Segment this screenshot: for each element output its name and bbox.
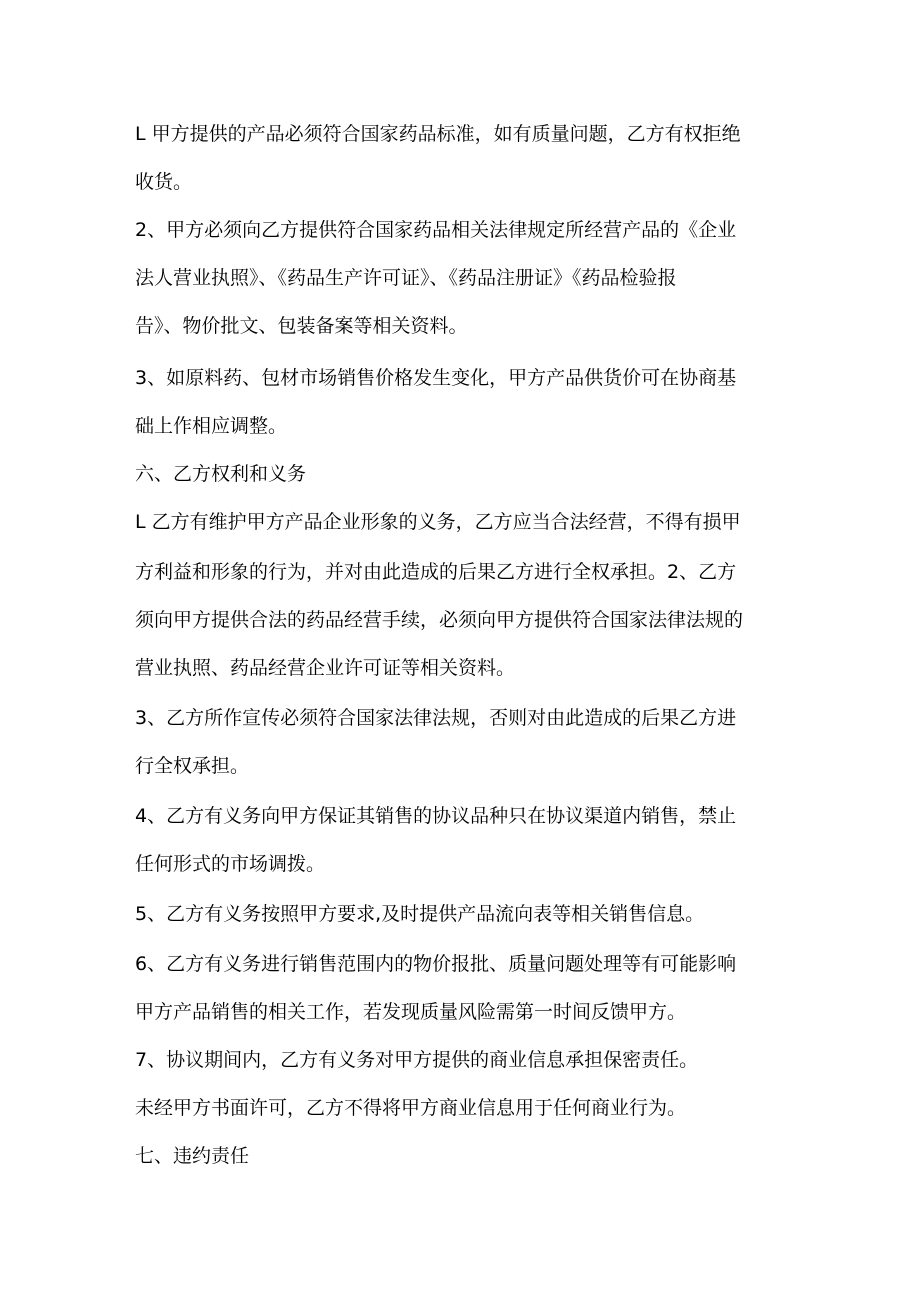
text-line: L 乙方有维护甲方产品企业形象的义务，乙方应当合法经营，不得有损甲 [135, 511, 741, 533]
text-line: 5、乙方有义务按照甲方要求,及时提供产品流向表等相关销售信息。 [135, 903, 705, 925]
text-line: 方利益和形象的行为，并对由此造成的后果乙方进行全权承担。2、乙方 [135, 561, 737, 583]
text-line: 行全权承担。 [135, 755, 250, 777]
text-line: L 甲方提供的产品必须符合国家药品标准，如有质量问题，乙方有权拒绝 [135, 123, 741, 145]
text-line: 未经甲方书面许可，乙方不得将甲方商业信息用于任何商业行为。 [135, 1097, 687, 1119]
text-line: 6、乙方有义务进行销售范围内的物价报批、质量问题处理等有可能影响 [135, 953, 737, 975]
text-line: 3、乙方所作宣传必须符合国家法律法规，否则对由此造成的后果乙方进 [135, 707, 737, 729]
text-line: 须向甲方提供合法的药品经营手续，必须向甲方提供符合国家法律法规的 [135, 609, 744, 631]
section-heading: 七、违约责任 [135, 1145, 250, 1167]
text-line: 4、乙方有义务向甲方保证其销售的协议品种只在协议渠道内销售，禁止 [135, 805, 737, 827]
text-line: 7、协议期间内，乙方有义务对甲方提供的商业信息承担保密责任。 [135, 1049, 699, 1071]
text-line: 告》、物价批文、包装备案等相关资料。 [135, 315, 468, 337]
text-line: 3、如原料药、包材市场销售价格发生变化，甲方产品供货价可在协商基 [135, 367, 737, 389]
section-heading: 六、乙方权利和义务 [135, 463, 307, 485]
text-line: 营业执照、药品经营企业许可证等相关资料。 [135, 657, 516, 679]
text-line: 础上作相应调整。 [135, 415, 288, 437]
text-line: 收货。 [135, 171, 193, 193]
text-line: 2、甲方必须向乙方提供符合国家药品相关法律规定所经营产品的《企业 [135, 219, 737, 241]
text-line: 任何形式的市场调拨。 [135, 853, 326, 875]
text-line: 甲方产品销售的相关工作，若发现质量风险需第一时间反馈甲方。 [135, 1001, 687, 1023]
text-line: 法人营业执照》、《药品生产许可证》、《药品注册证》《药品检验报 [135, 267, 677, 289]
